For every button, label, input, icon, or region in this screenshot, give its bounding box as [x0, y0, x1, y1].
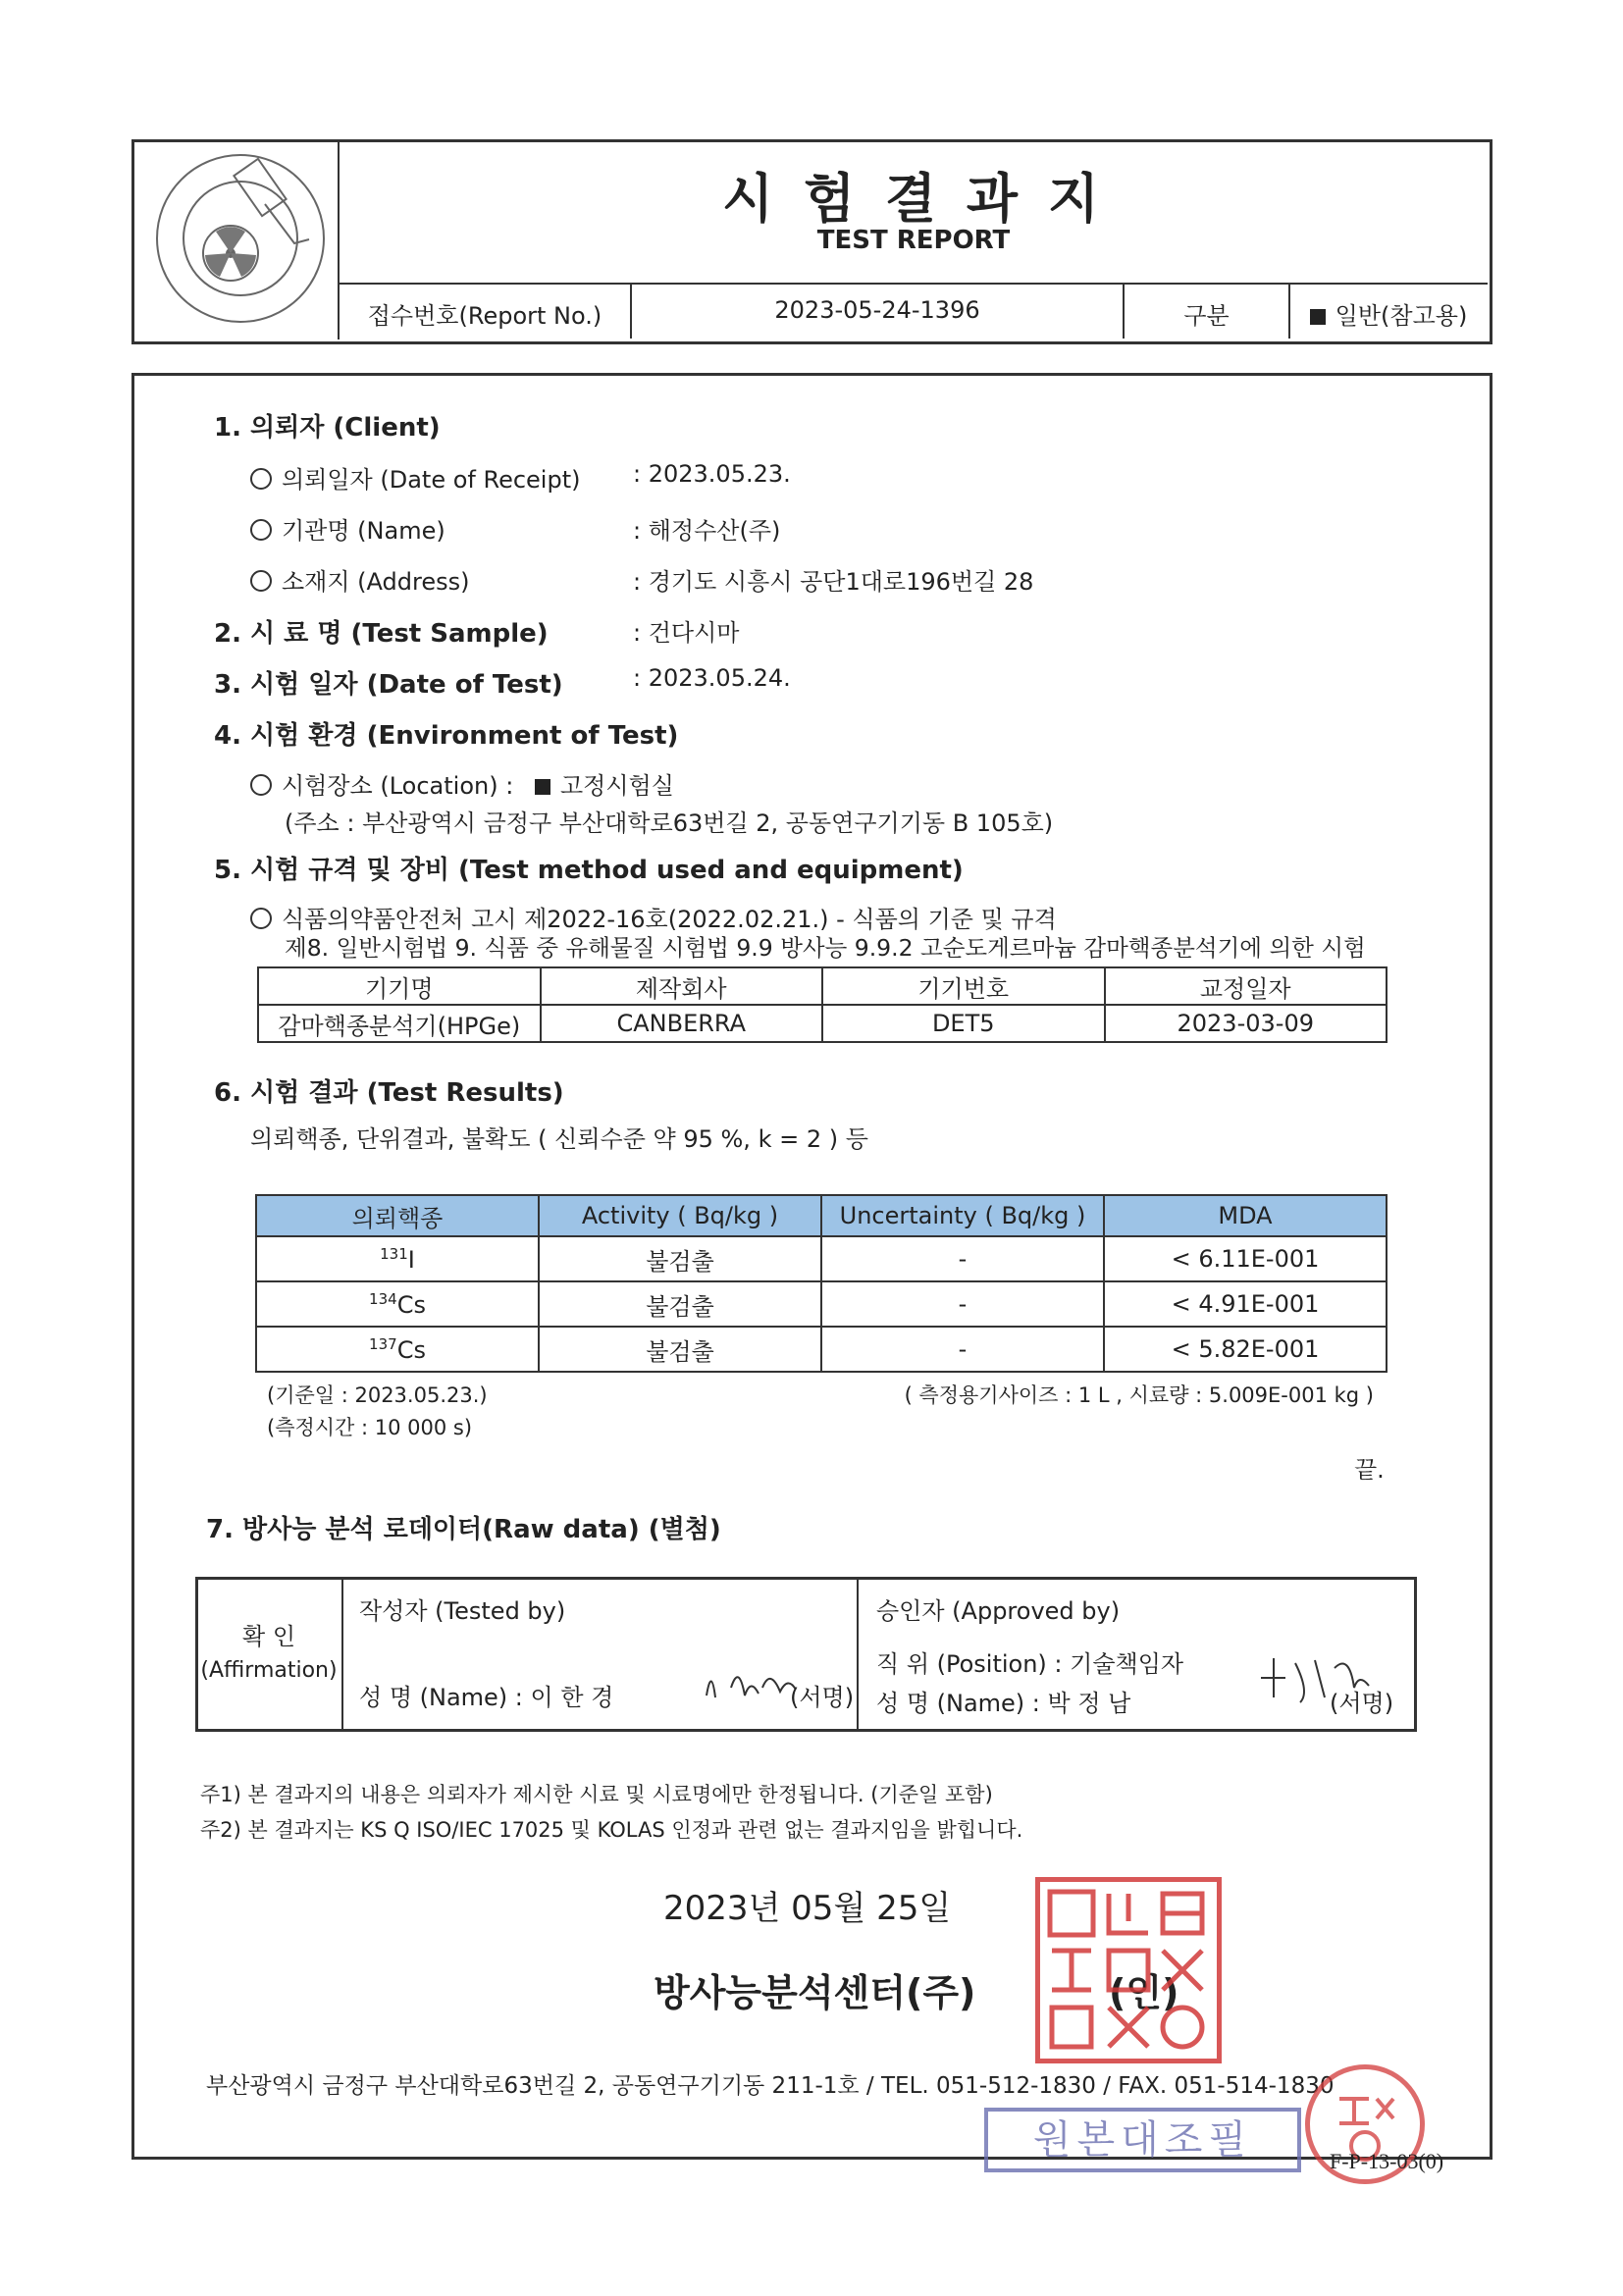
document-code: F-P-13-03(0): [1330, 2149, 1444, 2173]
activity-cell: 불검출: [539, 1327, 821, 1372]
sample-value: : 건다시마: [633, 619, 740, 647]
results-table: [255, 1194, 1387, 1373]
circle-bullet-icon: [250, 570, 272, 592]
tester-name: 성 명 (Name) : 이 한 경: [359, 1684, 614, 1711]
approver-sign-label: (서명): [1330, 1690, 1394, 1717]
element-symbol: Cs: [396, 1335, 426, 1364]
measure-time: (측정시간 : 10 000 s): [267, 1416, 473, 1439]
mass-number: 134: [369, 1289, 397, 1308]
equipment-cell: DET5: [822, 1005, 1105, 1042]
nuclide-cell: [256, 1281, 539, 1327]
report-no-label: 접수번호(Report No.): [367, 302, 602, 330]
client-name-value: : 해정수산(주): [633, 517, 781, 545]
category-label: 구분: [1183, 302, 1230, 330]
organization-name: 방사능분석센터(주): [654, 1971, 976, 2014]
equipment-header: 기기명: [258, 967, 541, 1005]
seal-icon: [1040, 1882, 1217, 2059]
address-label: [250, 562, 470, 597]
equipment-header: 제작회사: [541, 967, 823, 1005]
test-date-value: : 2023.05.24.: [633, 664, 791, 692]
results-header: Uncertainty ( Bq/kg ): [821, 1195, 1104, 1236]
circle-bullet-icon: [250, 774, 272, 796]
section-6-title: 6. 시험 결과 (Test Results): [214, 1078, 564, 1108]
nuclide-cell: [256, 1236, 539, 1281]
address-label-text: 소재지 (Address): [282, 568, 470, 596]
mass-number: 137: [369, 1334, 397, 1353]
equipment-table: [257, 966, 1387, 1043]
location-address: (주소 : 부산광역시 금정구 부산대학로63번길 2, 공동연구기기동 B 105호): [285, 809, 1054, 837]
mass-number: 131: [380, 1244, 408, 1263]
copy-stamp-text: 원본대조필: [1032, 2117, 1253, 2163]
affirmation-divider: [341, 1579, 343, 1729]
section-1-title: 1. 의뢰자 (Client): [214, 413, 441, 443]
circle-bullet-icon: [250, 519, 272, 541]
mda-cell: < 4.91E-001: [1104, 1281, 1387, 1327]
copy-stamp: [984, 2108, 1301, 2172]
mda-cell: < 6.11E-001: [1104, 1236, 1387, 1281]
report-no: 2023-05-24-1396: [774, 296, 980, 324]
footer-address: 부산광역시 금정구 부산대학로63번길 2, 공동연구기기동 211-1호 / TEL. 051-512-1830 / FAX. 051-514-1830: [206, 2073, 1335, 2099]
report-title: 시 험 결 과 지: [721, 168, 1106, 230]
uncertainty-cell: -: [821, 1281, 1104, 1327]
receipt-value: : 2023.05.23.: [633, 460, 791, 488]
checked-box-icon: [535, 779, 550, 795]
report-subtitle: TEST REPORT: [816, 226, 1011, 255]
affirmation-label: 확 인: [242, 1623, 295, 1650]
receipt-label: [250, 460, 580, 495]
note-1: 주1) 본 결과지의 내용은 의뢰자가 제시한 시료 및 시료명에만 한정됩니다. (기준일 포함): [200, 1783, 993, 1806]
section-5-title: 5. 시험 규격 및 장비 (Test method used and equipment): [214, 856, 964, 885]
note-2: 주2) 본 결과지는 KS Q ISO/IEC 17025 및 KOLAS 인정과 관련 없는 결과지임을 밝힙니다.: [200, 1818, 1023, 1842]
results-header: 의뢰핵종: [256, 1195, 539, 1236]
end-mark: 끝.: [1354, 1456, 1385, 1484]
reference-date: (기준일 : 2023.05.23.): [267, 1383, 488, 1407]
nuclide-cell: [256, 1327, 539, 1372]
table-row: [256, 1236, 1387, 1281]
mda-cell: < 5.82E-001: [1104, 1327, 1387, 1372]
issue-date: 2023년 05월 25일: [663, 1889, 952, 1928]
results-header: MDA: [1104, 1195, 1387, 1236]
activity-cell: 불검출: [539, 1281, 821, 1327]
logo: [147, 145, 334, 332]
equipment-header: 교정일자: [1105, 967, 1387, 1005]
equipment-header: 기기번호: [822, 967, 1105, 1005]
element-symbol: I: [407, 1245, 415, 1274]
category-value: [1290, 296, 1487, 331]
official-seal: [1035, 1877, 1222, 2063]
table-row: [256, 1281, 1387, 1327]
receipt-label-text: 의뢰일자 (Date of Receipt): [282, 466, 581, 494]
client-name-label-text: 기관명 (Name): [282, 517, 445, 545]
tested-by-label: 작성자 (Tested by): [359, 1597, 566, 1625]
uncertainty-cell: -: [821, 1236, 1104, 1281]
container-info: ( 측정용기사이즈 : 1 L , 시료량 : 5.009E-001 kg ): [904, 1383, 1374, 1407]
section-4-title: 4. 시험 환경 (Environment of Test): [214, 721, 679, 751]
location-line: [250, 766, 674, 801]
location-value: 고정시험실: [559, 772, 674, 800]
activity-cell: 불검출: [539, 1236, 821, 1281]
results-header-row: [256, 1195, 1387, 1236]
uncertainty-cell: -: [821, 1327, 1104, 1372]
results-description: 의뢰핵종, 단위결과, 불확도 ( 신뢰수준 약 95 %, k = 2 ) 등: [250, 1125, 868, 1153]
table-row: [256, 1327, 1387, 1372]
affirmation-label-en: (Affirmation): [200, 1658, 338, 1683]
category-text: 일반(참고용): [1335, 302, 1468, 330]
client-name-label: [250, 511, 445, 546]
element-symbol: Cs: [396, 1290, 426, 1319]
method-line-1-text: 식품의약품안전처 고시 제2022-16호(2022.02.21.) - 식품의 기준 및 규격: [282, 906, 1057, 933]
approver-name: 성 명 (Name) : 박 정 남: [876, 1690, 1131, 1717]
equipment-cell: 감마핵종분석기(HPGe): [258, 1005, 541, 1042]
circle-bullet-icon: [250, 468, 272, 490]
checked-box-icon: [1310, 309, 1326, 325]
seal-mark: (인): [1109, 1971, 1179, 2014]
section-3-title: 3. 시험 일자 (Date of Test): [214, 670, 563, 700]
approved-by-label: 승인자 (Approved by): [876, 1597, 1121, 1625]
approver-position: 직 위 (Position) : 기술책임자: [876, 1650, 1184, 1678]
results-header: Activity ( Bq/kg ): [539, 1195, 821, 1236]
section-2-title: 2. 시 료 명 (Test Sample): [214, 619, 549, 649]
equipment-cell: CANBERRA: [541, 1005, 823, 1042]
section-7-title: 7. 방사능 분석 로데이터(Raw data) (별첨): [206, 1515, 721, 1544]
equipment-cell: 2023-03-09: [1105, 1005, 1387, 1042]
header-hline: [340, 283, 1488, 285]
location-label: 시험장소 (Location) :: [282, 772, 514, 800]
method-line-2: 제8. 일반시험법 9. 식품 중 유해물질 시험법 9.9 방사능 9.9.2 고순도게르마늄 감마핵종분석기에 의한 시험: [285, 934, 1366, 962]
tester-sign-label: (서명): [790, 1684, 855, 1711]
circle-bullet-icon: [250, 908, 272, 929]
affirmation-divider: [857, 1579, 859, 1729]
address-value: : 경기도 시흥시 공단1대로196번길 28: [633, 568, 1034, 596]
radioactivity-logo-icon: [147, 145, 334, 332]
